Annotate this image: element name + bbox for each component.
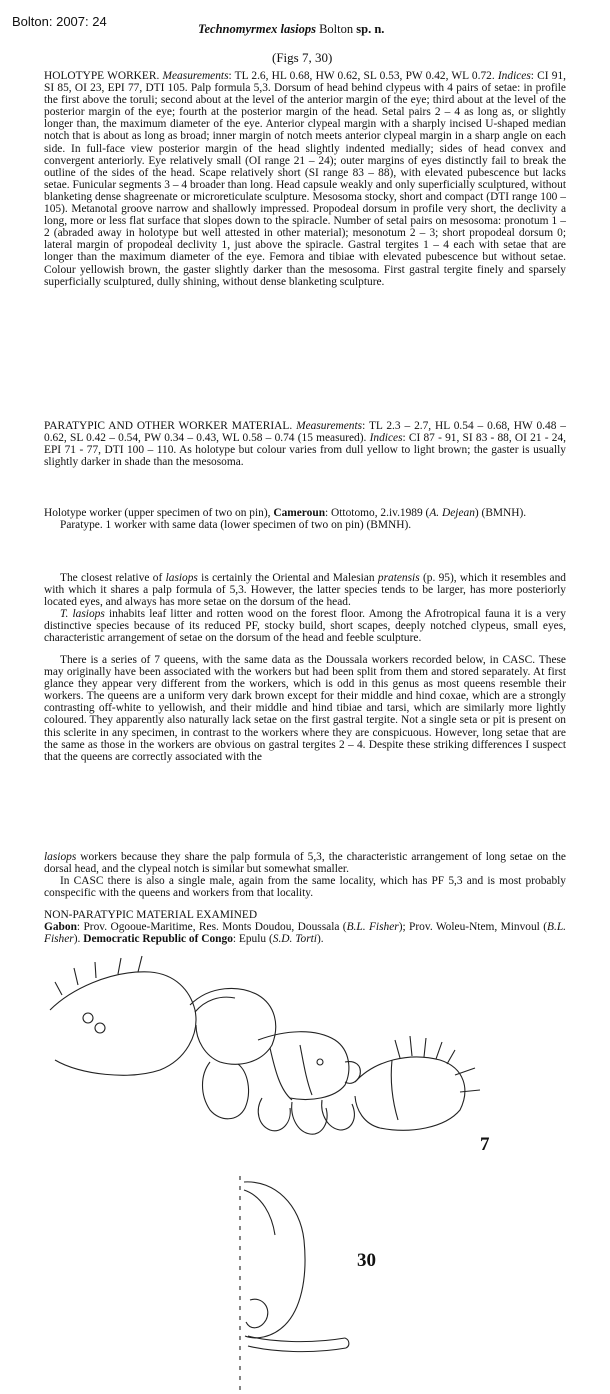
discussion-p2-genus: T. lasiops xyxy=(60,608,105,621)
nonparatypic-collector-3: S.D. Torti xyxy=(272,933,317,946)
holotype-material-pre: Holotype worker (upper specimen of two on pin), xyxy=(44,507,274,519)
discussion-p5: In CASC there is also a single male, again from the same locality, which has PF 5,3 and is most probably conspecific with the queens and workers from that locality. xyxy=(44,875,566,900)
nonparatypic-gabon-text-1: : Prov. Ogooue-Maritime, Res. Monts Doudou, Doussala ( xyxy=(76,921,347,934)
discussion-p3: There is a series of 7 queens, with the same data as the Doussala workers recorded below, in CASC. These may originally have been associated with the workers but had been split from them and stored separately. At first glance they appear very different from the workers, which is odd in this genus as most queens resemble their workers. The queens are a uniform very dark brown except for their middle and hind coxae, which are a strongly contrasting off-white to yellowish, and their middle and hind tibiae and tarsi, which are similarly more lightly coloured. They apparently also naturally lack setae on the first gastral tergite. Not a single seta or pit is present on this sclerite in any specimen, in contrast to the workers where they are conspicuous. However, long setae that are the same as those in the workers are obvious on gastral tergites 2 – 4. Despite these striking differences I suspect that the queens are correctly associated with the xyxy=(44,654,566,763)
figure-30-clypeus-drawing xyxy=(240,1176,349,1392)
holotype-measurements-label: Measurements xyxy=(162,70,229,82)
nonparatypic-drc: Democratic Republic of Congo xyxy=(83,933,233,946)
holotype-heading: HOLOTYPE WORKER. xyxy=(44,70,160,82)
figure-reference: (Figs 7, 30) xyxy=(272,50,333,65)
species-name: Technomyrmex lasiops xyxy=(198,22,316,36)
nonparatypic-drc-text-2: ). xyxy=(316,933,324,946)
paratype-heading: PARATYPIC AND OTHER WORKER MATERIAL. xyxy=(44,420,293,432)
paratype-material: Paratype. 1 worker with same data (lower specimen of two on pin) (BMNH). xyxy=(60,519,412,532)
paratype-indices-label: Indices xyxy=(369,432,403,445)
discussion-p1-lasiops: lasiops xyxy=(165,572,198,584)
nonparatypic-collector-2: B.L. Fisher xyxy=(44,921,567,946)
discussion-p1-c: (p. 95), which it resembles and with which it shares a palp formula of 5,3. However, the latter species tends to be larger, has more posteriorly located eyes, and always has more setae on the dorsum of the head. xyxy=(44,572,567,609)
discussion-p2-text: inhabits leaf litter and rotten wood on the forest floor. Among the Afrotropical fauna it is a very distinctive species because of its reduced PF, stocky build, short scapes, deeply notched clypeus, small eyes, characteristic arrangement of setae on the dorsum of the head and feeble sculpture. xyxy=(44,608,567,645)
holotype-material-post: : Ottotomo, 2.iv.1989 ( xyxy=(325,507,430,519)
citation-label: Bolton: 2007: 24 xyxy=(12,14,107,29)
holotype-collector: A. Dejean xyxy=(429,507,475,519)
holotype-indices-label: Indices xyxy=(497,70,531,82)
discussion-p1-pratensis: pratensis xyxy=(377,572,420,584)
nonparatypic-collector-1: B.L. Fisher xyxy=(346,921,399,934)
paratype-measurements-label: Measurements xyxy=(296,420,363,432)
paratype-text: : CI 87 - 91, SI 83 - 88, OI 21 - 24, EPI 71 - 77, DTI 100 – 110. As holotype but colour varies from dull yellow to light brown; the gaster is usually slightly darker in shade than the mesosoma. xyxy=(44,432,566,469)
holotype-country: Cameroun xyxy=(273,507,326,519)
figure-30-label: 30 xyxy=(357,1250,376,1271)
species-author: Bolton xyxy=(319,22,354,36)
discussion-p4-lasiops: lasiops xyxy=(44,851,77,863)
holotype-material-end: ) (BMNH). xyxy=(474,507,527,519)
nonparatypic-gabon: Gabon xyxy=(44,921,77,934)
nonparatypic-heading: NON-PARATYPIC MATERIAL EXAMINED xyxy=(44,909,258,921)
discussion-p4-text: workers because they share the palp formula of 5,3, the characteristic arrangement of long setae on the dorsal head, and the clypeal notch is similar but somewhat smaller. xyxy=(44,851,566,876)
discussion-p1-a: The closest relative of xyxy=(60,572,166,584)
nonparatypic-gabon-text-2: ); Prov. Woleu-Ntem, Minvoul ( xyxy=(398,921,548,934)
figure-7-label: 7 xyxy=(480,1134,490,1155)
paratype-measurements: : TL 2.3 – 2.7, HL 0.54 – 0.68, HW 0.48 – 0.62, SL 0.42 – 0.54, PW 0.34 – 0.43, WL 0.58 – 0.74 (15 measured). xyxy=(44,420,566,445)
holotype-text: : CI 91, SI 85, OI 23, EPI 77, DTI 105. Palp formula 5,3. Dorsum of head behind clypeus with 4 pairs of setae: in profile the first above the toruli; second about at the level of the anterior margin of the eye; third about at the level of the posterior margin of the eye; fourth at the posterior margin of the head. Setal pairs 2 – 4 as long as, or slightly longer than, the maximum diameter of the eye. Anterior clypeal margin with a sharply incised U-shaped median notch that is about as long as broad; inner margin of notch meets anterior clypeal margin in a sharp angle on each side. In full-face view posterior margin of the head slightly indented medially; sides of head convex and convergent anteriorly. Eye relatively small (OI range 21 – 24); outer margins of eyes distinctly fail to break the outline of the sides of the head. Scape relatively short (SI range 83 – 88), with elevated pubescence but lacks setae. Funicular segments 3 – 4 broader than long. Head capsule weakly and only superficially sculptured, without blanketing dense shagreenate or microreticulate sculpture. Mesosoma stocky, short and compact (DTI range 100 – 105). Metanotal groove narrow and shallowly impressed. Propodeal dorsum in profile very short, the declivity a long, more or less flat surface that slopes down to the spiracle. Number of setal pairs on mesosoma: pronotum 1 – 2 (abraded away in holotype but well attested in other material); mesonotum 2 – 3; short propodeal dorsum 0; lateral margin of propodeal declivity 1, just above the spiracle. Gastral tergites 1 – 4 each with setae that are longer than the maximum diameter of the eye. Femora and tibiae with elevated pubescence but without setae. Colour yellowish brown, the gaster slightly darker than the mesosoma. First gastral tergite finely and sparsely superficially sculptured, dully shining, without dense blanketing sculpture. xyxy=(44,70,566,288)
nonparatypic-drc-text-1: : Epulu ( xyxy=(232,933,273,946)
figure-7-ant-profile-drawing xyxy=(50,956,480,1134)
holotype-measurements: : TL 2.6, HL 0.68, HW 0.62, SL 0.53, PW 0.42, WL 0.72. xyxy=(228,70,498,82)
species-status: sp. n. xyxy=(356,22,385,36)
discussion-p1-b: is certainly the Oriental and Malesian xyxy=(197,572,378,584)
nonparatypic-gabon-text-3: ). xyxy=(73,933,84,946)
